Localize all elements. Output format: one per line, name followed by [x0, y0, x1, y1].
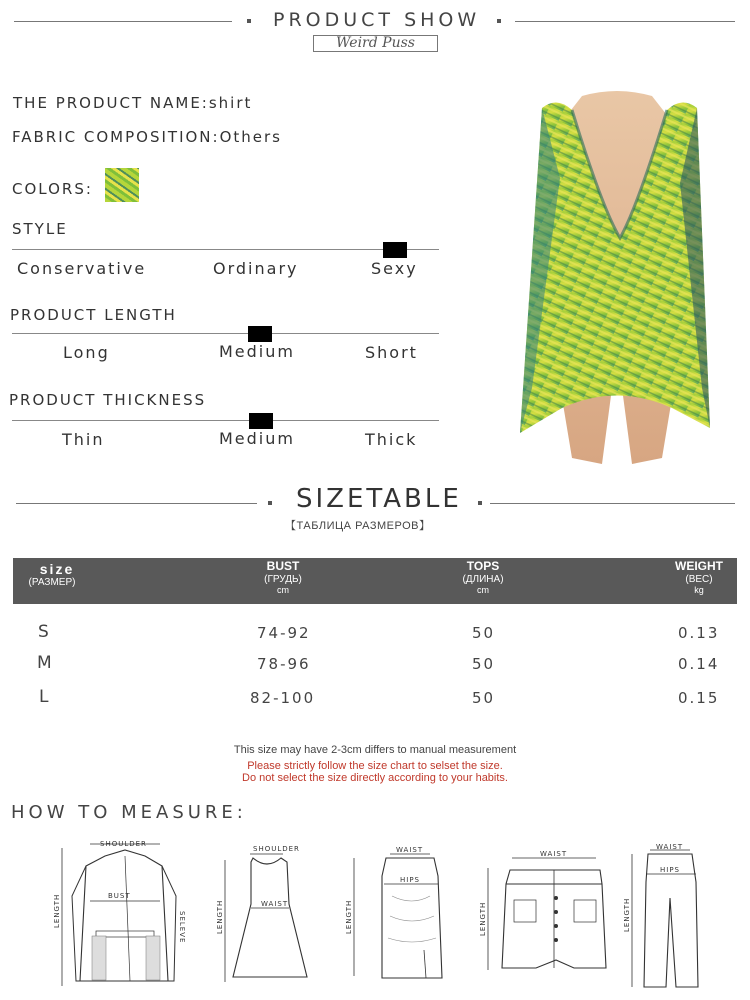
- col-weight-unit: kg: [694, 585, 704, 596]
- label-length: LENGTH: [623, 897, 631, 932]
- length-title: PRODUCT LENGTH: [10, 306, 177, 324]
- header-rule-right: [515, 21, 735, 22]
- length-label-medium: Medium: [219, 342, 295, 361]
- col-bust: [248, 560, 318, 596]
- fabric-row: [12, 128, 282, 146]
- sizetable-rule-left: [16, 503, 257, 504]
- sizetable-subtitle: 【ТАБЛИЦА РАЗМЕРОВ】: [285, 520, 431, 532]
- sizetable-rule-right: [490, 503, 735, 504]
- note-habits: Do not select the size directly according to your habits.: [242, 772, 508, 784]
- col-size: [17, 561, 87, 589]
- col-tops-unit: cm: [477, 585, 489, 596]
- fabric-value: Others: [219, 128, 282, 146]
- col-size-name: size: [39, 561, 75, 577]
- product-name-value: shirt: [208, 94, 253, 112]
- label-length: LENGTH: [345, 899, 353, 934]
- shirt-measure-figure: [50, 836, 200, 990]
- col-bust-unit: cm: [277, 585, 289, 596]
- style-marker: [383, 242, 407, 258]
- fabric-label: FABRIC COMPOSITION:: [12, 128, 220, 146]
- row-tops: 50: [472, 624, 496, 642]
- product-show-title: PRODUCT SHOW: [273, 9, 481, 31]
- thickness-label-thick: Thick: [365, 430, 418, 449]
- product-photo: [512, 88, 722, 464]
- row-weight: 0.15: [678, 689, 720, 707]
- label-shoulder: SHOULDER: [100, 840, 147, 848]
- col-tops-ru: (ДЛИНА): [462, 573, 504, 585]
- shorts-measure-figure: [478, 850, 618, 974]
- length-scale-line: [12, 333, 439, 334]
- thickness-label-medium: Medium: [219, 429, 295, 448]
- row-size: M: [37, 653, 54, 673]
- color-swatch[interactable]: [105, 168, 139, 202]
- length-label-short: Short: [365, 343, 418, 362]
- note-follow-chart: Please strictly follow the size chart to selset the size.: [247, 760, 503, 772]
- col-bust-ru: (ГРУДЬ): [264, 573, 302, 585]
- note-measurement: This size may have 2-3cm differs to manual measurement: [233, 744, 517, 756]
- sizetable-dot-left: [268, 501, 272, 505]
- label-waist: WAIST: [396, 846, 424, 854]
- sizetable-title: SIZETABLE: [296, 484, 462, 514]
- label-shoulder: SHOULDER: [253, 845, 300, 853]
- thickness-title: PRODUCT THICKNESS: [9, 391, 207, 409]
- style-label-ordinary: Ordinary: [213, 259, 299, 278]
- dress-measure-figure: [215, 842, 310, 987]
- header-dot-left: [247, 19, 251, 23]
- how-to-measure-title: HOW TO MEASURE:: [11, 802, 247, 823]
- label-waist: WAIST: [540, 850, 568, 858]
- row-tops: 50: [472, 655, 496, 673]
- label-bust: BUST: [108, 892, 131, 900]
- label-hips: HIPS: [400, 876, 420, 884]
- thickness-label-thin: Thin: [62, 430, 105, 449]
- col-tops-name: TOPS: [466, 559, 500, 573]
- label-hips: HIPS: [660, 866, 680, 874]
- style-label-conservative: Conservative: [17, 259, 147, 278]
- style-label-sexy: Sexy: [371, 259, 418, 278]
- col-weight: [663, 560, 735, 596]
- row-weight: 0.14: [678, 655, 720, 673]
- col-bust-name: BUST: [266, 559, 300, 573]
- thickness-scale-line: [12, 420, 439, 421]
- col-size-ru: (РАЗМЕР): [28, 577, 76, 589]
- product-name-label: THE PRODUCT NAME:: [13, 94, 209, 112]
- brand-name: Weird Puss: [313, 35, 438, 52]
- col-weight-name: WEIGHT: [675, 559, 723, 573]
- length-label-long: Long: [63, 343, 110, 362]
- row-tops: 50: [472, 689, 496, 707]
- colors-label: COLORS:: [12, 180, 93, 198]
- label-length: LENGTH: [216, 899, 224, 934]
- style-title: STYLE: [12, 220, 68, 238]
- label-length: LENGTH: [479, 901, 487, 936]
- style-scale-line: [12, 249, 439, 250]
- length-marker: [248, 326, 272, 342]
- product-name-row: [13, 94, 252, 112]
- label-waist: WAIST: [656, 843, 684, 851]
- pants-measure-figure: [622, 842, 707, 992]
- col-tops: [448, 560, 518, 596]
- row-bust: 78-96: [257, 655, 311, 673]
- thickness-marker: [249, 413, 273, 429]
- sizetable-dot-right: [478, 501, 482, 505]
- label-waist: WAIST: [261, 900, 289, 908]
- row-size: L: [39, 687, 51, 707]
- row-bust: 82-100: [250, 689, 316, 707]
- header-rule-left: [14, 21, 232, 22]
- col-weight-ru: (ВЕС): [685, 573, 713, 585]
- size-table-header: [13, 558, 737, 604]
- header-dot-right: [497, 19, 501, 23]
- row-weight: 0.13: [678, 624, 720, 642]
- label-length: LENGTH: [53, 893, 61, 928]
- row-size: S: [38, 622, 51, 642]
- row-bust: 74-92: [257, 624, 311, 642]
- skirt-measure-figure: [342, 846, 452, 986]
- label-seleve: SELEVE: [178, 911, 186, 944]
